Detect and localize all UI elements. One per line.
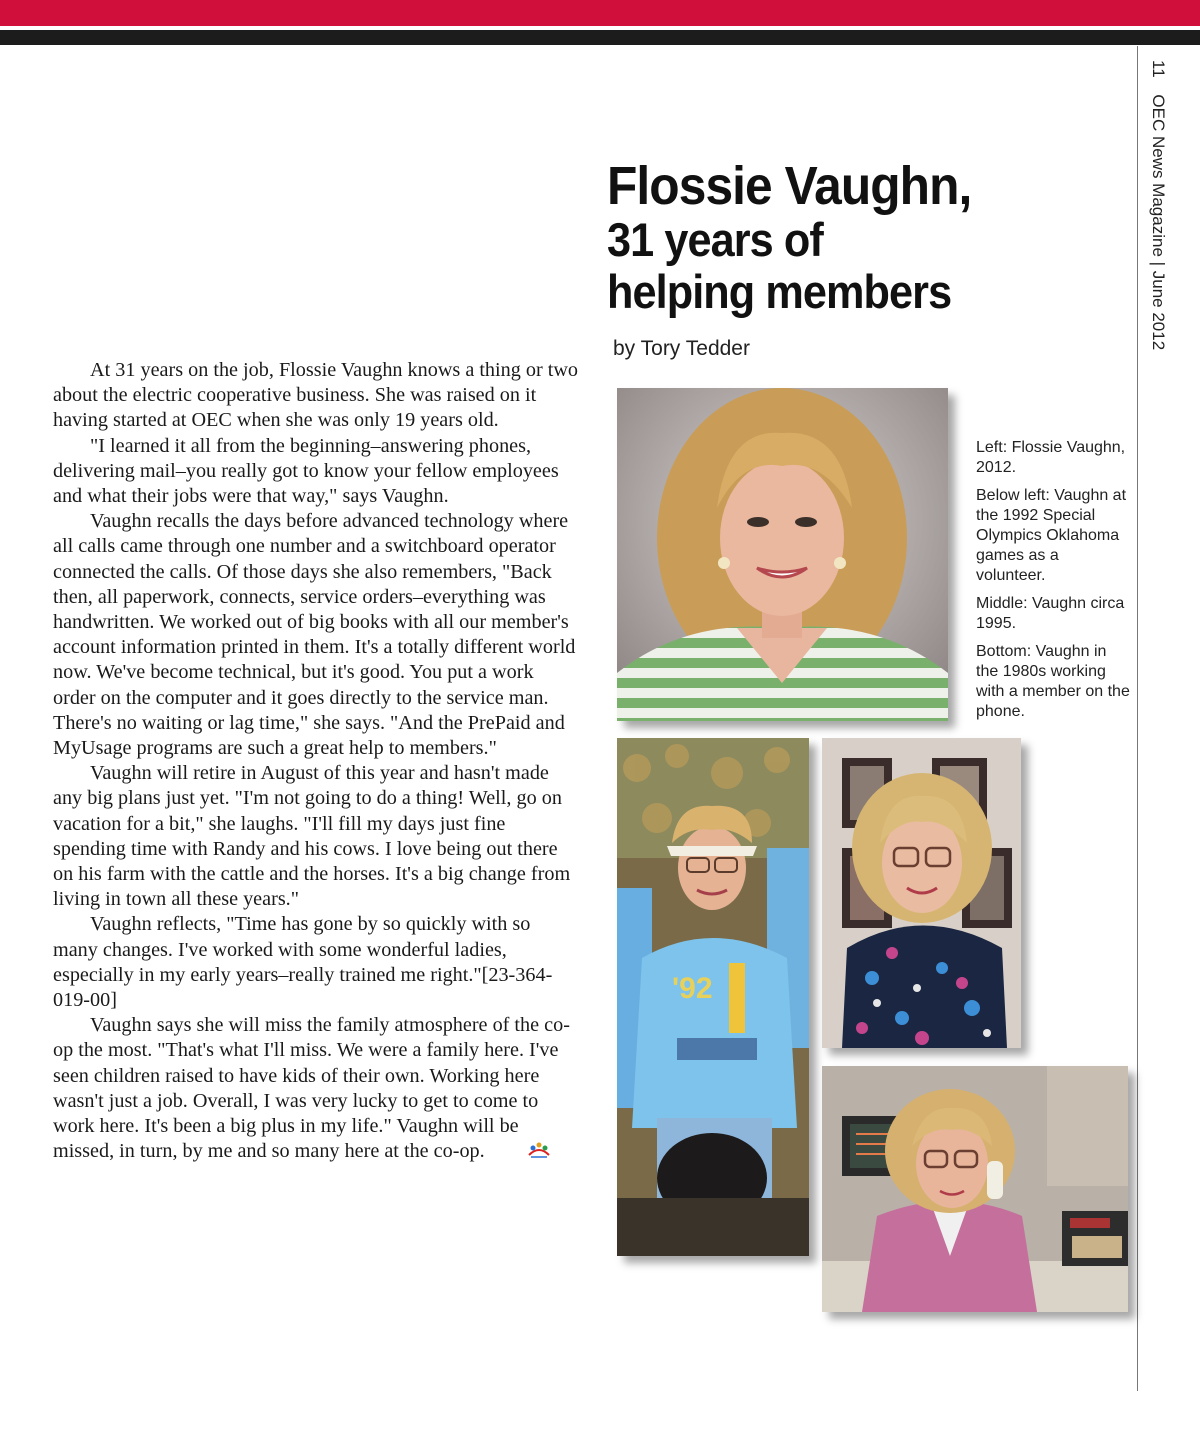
paragraph: "I learned it all from the beginning–answering phones, delivering mail–you really got to know your fellow employees and what their jobs were that way," says Vaughn. [53, 434, 559, 508]
article-title [607, 158, 1127, 318]
paragraph: Vaughn reflects, "Time has gone by so quickly with so many changes. I've worked with some wonderful ladies, especially in my early years–really trained me right."[23-364-019-00] [53, 913, 553, 1012]
title-line-2: 31 years of [607, 213, 823, 266]
paragraph: At 31 years on the job, Flossie Vaughn knows a thing or two about the electric cooperative business. She was raised on it having started at OEC when she was only 19 years old. [53, 359, 579, 432]
caption: Middle: Vaughn circa 1995. [976, 595, 1125, 632]
caption: Bottom: Vaughn in the 1980s working with a member on the phone. [976, 643, 1130, 720]
article-body [53, 358, 580, 1165]
paragraph-text: Vaughn says she will miss the family atmosphere of the co-op the most. "That's what I'll miss. We were a family here. I've seen children raised to have kids of their own. Working here wasn't just a job. Overall, I was very lucky to get to come to work here. It's been a big plus in my life." Vaughn will be missed, in turn, by me and so many here at the co-op. [53, 1014, 570, 1163]
paragraph-last [53, 1013, 580, 1164]
running-head [1148, 60, 1168, 350]
caption: Below left: Vaughn at the 1992 Special Olympics Oklahoma games as a volunteer. [976, 487, 1127, 584]
caption: Left: Flossie Vaughn, 2012. [976, 439, 1126, 476]
photo-vaughn-2012 [617, 388, 948, 721]
photo-vaughn-1980s-phone [822, 1066, 1128, 1312]
page-number: 11 [1149, 60, 1168, 78]
margin-rule [1137, 46, 1138, 1391]
photo-captions [976, 438, 1131, 730]
paragraph: Vaughn will retire in August of this year and hasn't made any big plans just yet. "I'm not going to do a thing! Well, go on vacation for a bit," she laughs. "I'll fill my days just fine spending time with Randy and his cows. I love being out there on his farm with the cattle and the horses. It's a big change from living in town all these years." [53, 762, 571, 911]
byline: by Tory Tedder [613, 337, 750, 360]
title-line-1: Flossie Vaughn, [607, 156, 972, 216]
photo-vaughn-1992-volunteer [617, 738, 809, 1256]
top-banner-red [0, 0, 1200, 26]
title-line-3: helping members [607, 265, 952, 318]
co-op-logo-icon [489, 1141, 515, 1159]
svg-text:'92: '92 [672, 972, 713, 1005]
photo-vaughn-1995 [822, 738, 1021, 1048]
paragraph: Vaughn recalls the days before advanced technology where all calls came through one number and a switchboard operator connected the calls. Of those days she also remembers, "Back then, all paperwork, connects, service orders–everything was handwritten. We worked out of big books with all our member's account information printed in them. It's a totally different world now. We've become technical, but it's good. You put a work order on the computer and it goes directly to the service man. There's no waiting or lag time," she says. "And the PrePaid and MyUsage programs are such a great help to members." [53, 510, 576, 760]
running-head-text: OEC News Magazine | June 2012 [1149, 94, 1168, 351]
top-banner-black [0, 30, 1200, 45]
